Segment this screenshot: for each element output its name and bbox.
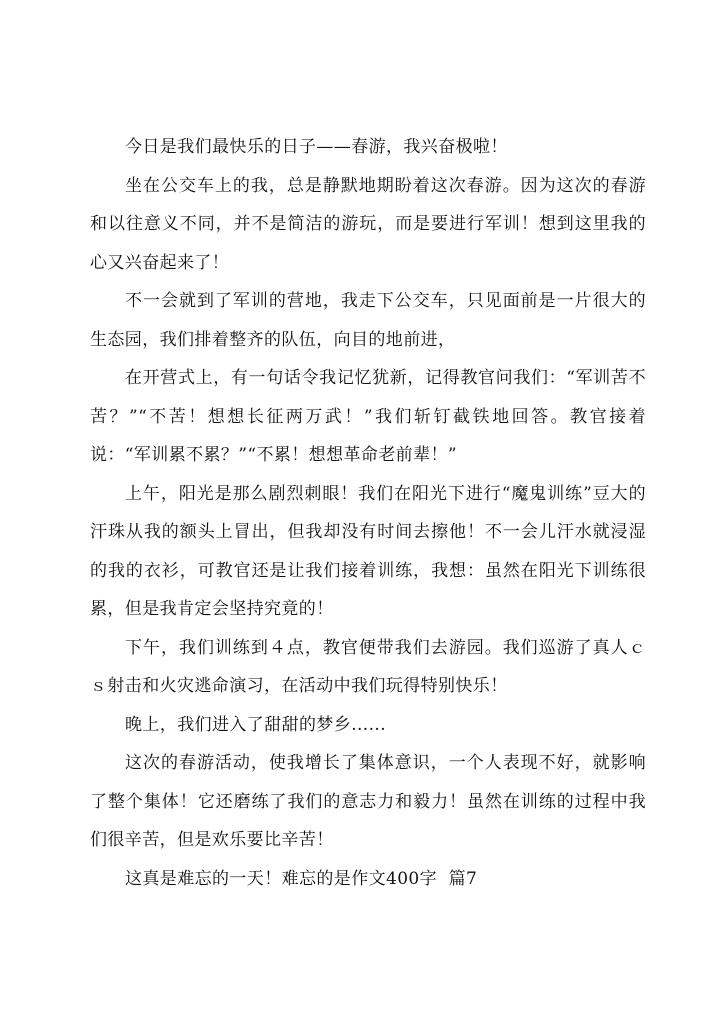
- article-body: [90, 128, 646, 898]
- paragraph-5: 上午，阳光是那么剧烈刺眼！我们在阳光下进行“魔鬼训练”豆大的汗珠从我的额头上冒出，但我却没有时间去擦他！不一会儿汗水就浸湿的我的衣衫，可教官还是让我们接着训练，我想：虽然在阳光下训练很累，但是我肯定会坚持究竟的！: [90, 483, 646, 619]
- paragraph-2: 坐在公交车上的我，总是静默地期盼着这次春游。因为这次的春游和以往意义不同，并不是简洁的游玩，而是要进行军训！想到这里我的心又兴奋起来了！: [90, 175, 646, 273]
- paragraph-1: 今日是我们最快乐的日子——春游，我兴奋极啦！: [125, 137, 508, 157]
- paragraph-4: 在开营式上，有一句话令我记忆犹新，记得教官问我们：“军训苦不苦？”“不苦！想想长征两万武！”我们斩钉截铁地回答。教官接着说：“军训累不累？”“不累！想想革命老前辈！”: [90, 368, 646, 465]
- paragraph-8: 这次的春游活动，使我增长了集体意识，一个人表现不好，就影响了整个集体！它还磨练了我们的意志力和毅力！虽然在训练的过程中我们很辛苦，但是欢乐要比辛苦！: [90, 753, 646, 850]
- paragraph-7: 晚上，我们进入了甜甜的梦乡......: [125, 714, 387, 735]
- paragraph-6: 下午，我们训练到４点，教官便带我们去游园。我们巡游了真人ｃｓ射击和火灾逃命演习，在活动中我们玩得特别快乐！: [90, 637, 646, 696]
- paragraph-9: 这真是难忘的一天！难忘的是作文400字 篇7: [125, 868, 478, 889]
- paragraph-3: 不一会就到了军训的营地，我走下公交车，只见面前是一片很大的生态园，我们排着整齐的队伍，向目的地前进，: [90, 291, 646, 350]
